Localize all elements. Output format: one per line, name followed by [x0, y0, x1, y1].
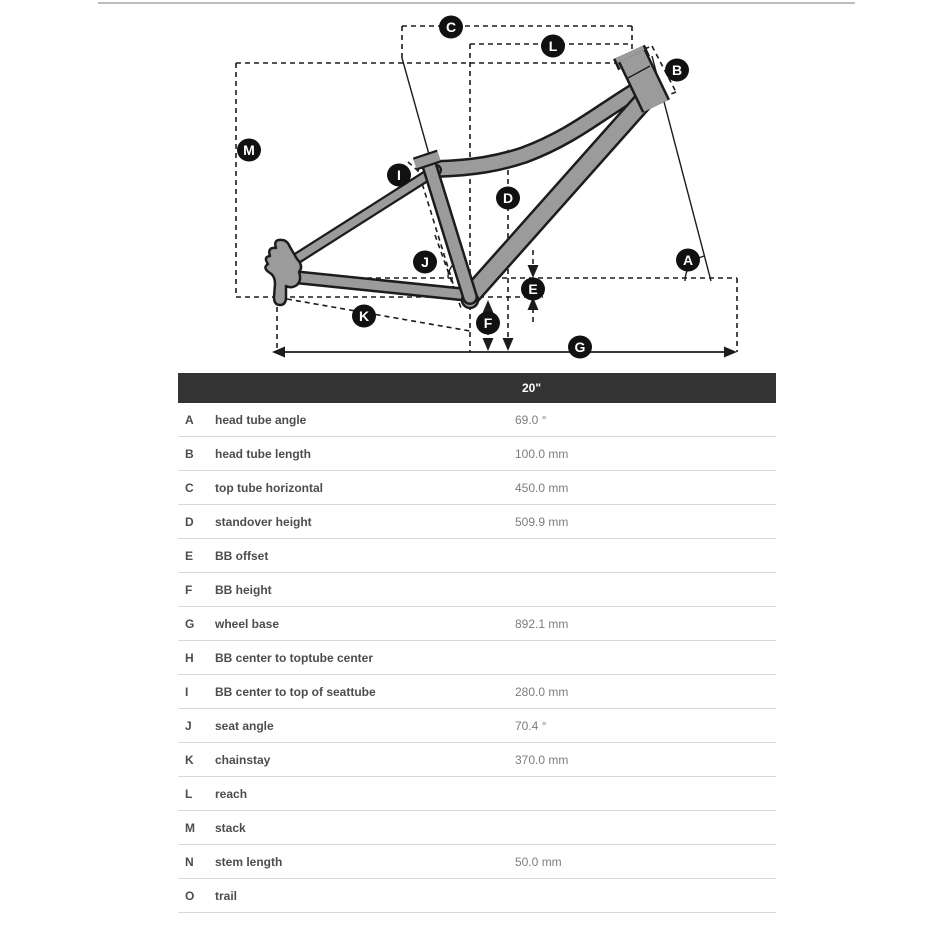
row-label: head tube length — [215, 446, 311, 461]
svg-text:K: K — [358, 308, 370, 324]
row-label: BB offset — [215, 548, 269, 563]
svg-text:L: L — [548, 38, 558, 54]
row-letter: E — [185, 548, 194, 563]
diagram-label-J — [413, 251, 437, 274]
svg-text:B: B — [671, 62, 683, 78]
table-row-O — [178, 879, 776, 913]
row-label: seat angle — [215, 718, 274, 733]
table-row-E — [178, 539, 776, 573]
row-label: top tube horizontal — [215, 480, 323, 495]
svg-text:D: D — [502, 190, 514, 206]
row-label: BB center to toptube center — [215, 650, 374, 665]
bike-frame — [265, 52, 656, 308]
size-column-header: 20" — [522, 381, 542, 395]
table-row-N — [178, 845, 776, 879]
row-letter: N — [185, 854, 194, 869]
svg-text:C: C — [445, 19, 457, 35]
table-row-B — [178, 437, 776, 471]
row-label: stem length — [215, 854, 283, 869]
row-label: trail — [215, 888, 238, 903]
row-label: BB height — [215, 582, 272, 597]
row-letter: G — [185, 616, 195, 631]
diagram-label-E — [521, 278, 545, 301]
row-label: wheel base — [215, 616, 280, 631]
row-letter: O — [185, 888, 195, 903]
row-letter: H — [185, 650, 194, 665]
svg-text:G: G — [574, 339, 586, 355]
table-row-L — [178, 777, 776, 811]
diagram-label-M — [237, 139, 261, 162]
diagram-label-F — [476, 312, 500, 335]
table-row-K — [178, 743, 776, 777]
row-letter: M — [185, 820, 195, 835]
row-letter: F — [185, 582, 193, 597]
row-value: 50.0 mm — [515, 854, 562, 869]
bike-geometry-diagram — [178, 0, 776, 362]
row-label: chainstay — [215, 752, 271, 767]
table-row-G — [178, 607, 776, 641]
diagram-label-C — [439, 16, 463, 39]
diagram-label-K — [352, 305, 376, 328]
table-row-D — [178, 505, 776, 539]
row-value: 509.9 mm — [515, 514, 569, 529]
table-row-H — [178, 641, 776, 675]
row-value: 450.0 mm — [515, 480, 569, 495]
row-letter: A — [185, 412, 194, 427]
row-label: standover height — [215, 514, 312, 529]
row-label: BB center to top of seattube — [215, 684, 376, 699]
svg-text:M: M — [243, 142, 255, 158]
geometry-table — [178, 373, 776, 913]
row-label: reach — [215, 786, 248, 801]
table-row-M — [178, 811, 776, 845]
row-value: 69.0 ° — [515, 412, 547, 427]
rear-dropout — [265, 240, 301, 305]
svg-text:I: I — [397, 167, 401, 183]
diagram-label-L — [541, 35, 565, 58]
row-letter: C — [185, 480, 194, 495]
measurement-dashed-lines — [236, 26, 737, 352]
table-row-J — [178, 709, 776, 743]
row-label: head tube angle — [215, 412, 307, 427]
row-value: 370.0 mm — [515, 752, 569, 767]
row-letter: K — [185, 752, 194, 767]
table-row-I — [178, 675, 776, 709]
table-row-F — [178, 573, 776, 607]
table-row-A — [178, 403, 776, 437]
row-value: 280.0 mm — [515, 684, 569, 699]
row-letter: D — [185, 514, 194, 529]
diagram-label-I — [387, 164, 411, 187]
diagram-label-B — [665, 59, 689, 82]
row-value: 100.0 mm — [515, 446, 569, 461]
row-value: 70.4 ° — [515, 718, 547, 733]
diagram-label-D — [496, 187, 520, 210]
svg-text:J: J — [421, 254, 429, 270]
table-body — [178, 403, 776, 913]
row-letter: L — [185, 786, 193, 801]
svg-text:A: A — [682, 252, 694, 268]
table-row-C — [178, 471, 776, 505]
row-letter: B — [185, 446, 194, 461]
svg-text:E: E — [528, 281, 538, 297]
diagram-label-G — [568, 336, 592, 359]
row-letter: I — [185, 684, 189, 699]
row-letter: J — [185, 718, 192, 733]
diagram-label-A — [676, 249, 700, 272]
row-value: 892.1 mm — [515, 616, 569, 631]
table-header-row — [178, 373, 776, 403]
svg-text:F: F — [483, 315, 493, 331]
row-label: stack — [215, 820, 246, 835]
